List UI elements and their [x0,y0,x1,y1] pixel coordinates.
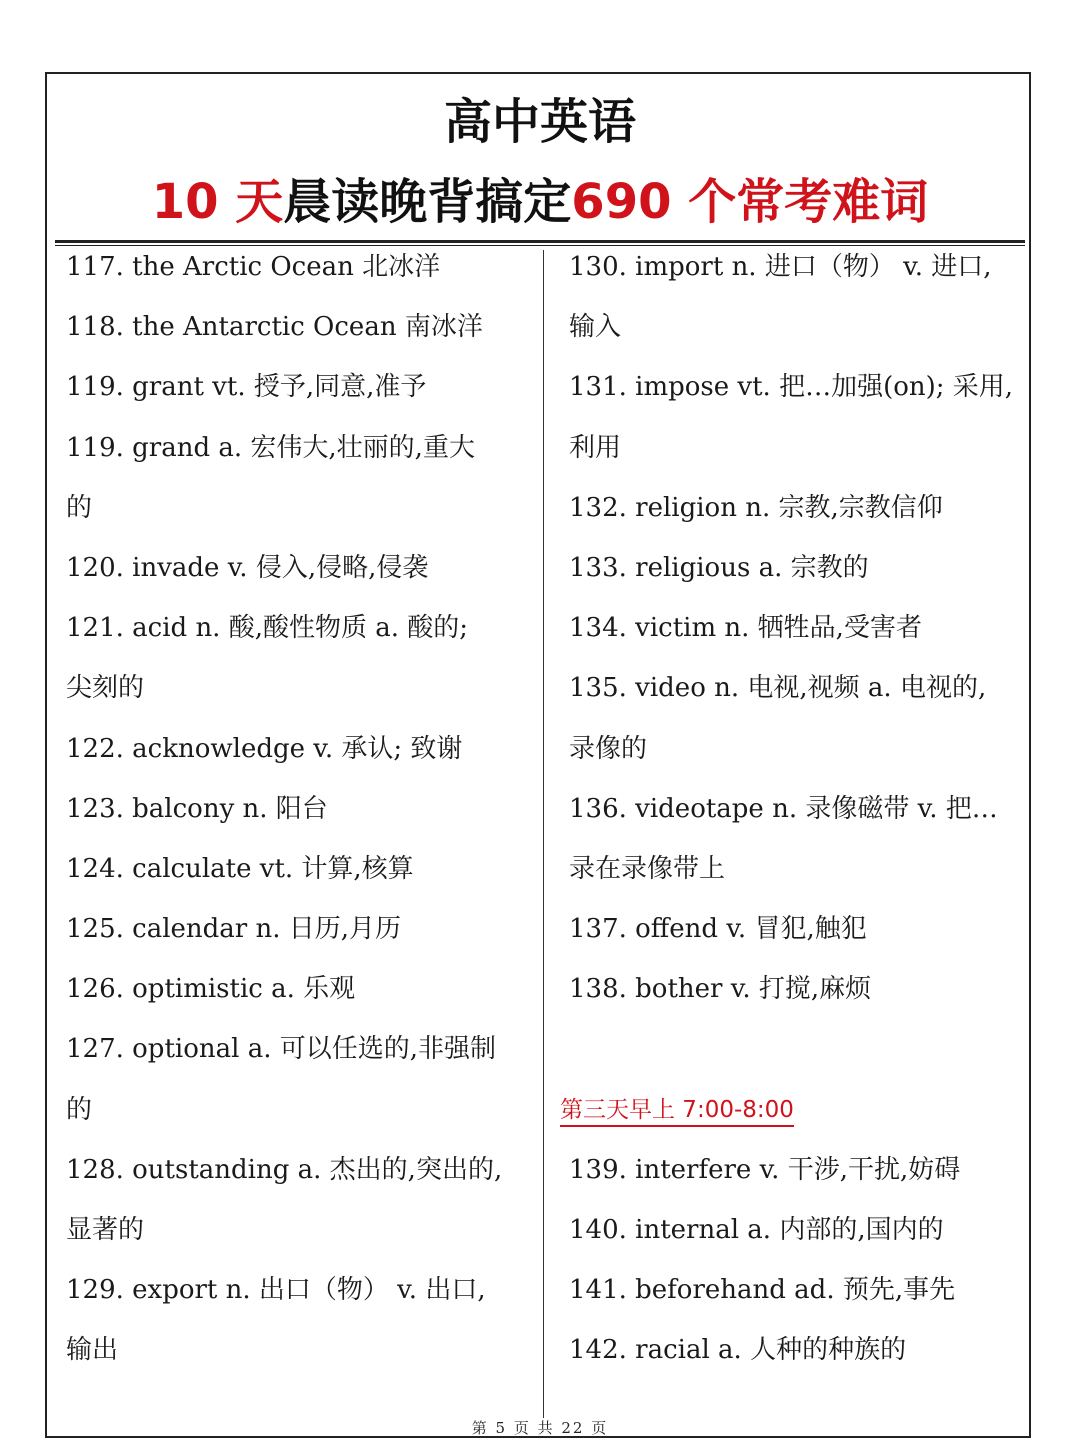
vocab-line: 125. calendar n. 日历,月历 [66,914,402,945]
vocab-line: 118. the Antarctic Ocean 南冰洋 [66,312,483,343]
vocab-line: 输出 [66,1335,119,1366]
column-divider [543,250,544,1418]
vocab-line: 139. interfere v. 干涉,干扰,妨碍 [569,1154,961,1185]
vocab-line: 141. beforehand ad. 预先,事先 [569,1275,956,1306]
vocab-line: 122. acknowledge v. 承认; 致谢 [66,733,463,764]
section-heading [560,1080,1031,1140]
vocab-line: 的 [66,492,93,523]
subtitle-count: 690 个常考难词 [571,174,929,230]
vocab-line: 124. calculate vt. 计算,核算 [66,853,414,884]
vocab-line: 利用 [569,432,622,463]
vocab-line: 录像的 [569,733,648,764]
vocab-line: 显著的 [66,1215,145,1245]
vocab-line: 120. invade v. 侵入,侵略,侵袭 [66,552,429,583]
vocab-line: 117. the Arctic Ocean 北冰洋 [66,252,441,282]
vocab-line: 119. grant vt. 授予,同意,准予 [66,372,427,403]
vocab-line: 119. grand a. 宏伟大,壮丽的,重大 [66,432,475,463]
vocab-line: 130. import n. 进口（物） v. 进口, [569,252,992,282]
vocab-line: 输入 [569,312,622,343]
vocab-line: 录在录像带上 [569,853,726,884]
vocab-line: 133. religious a. 宗教的 [569,552,869,583]
spacer [569,1019,1031,1079]
vocab-line: 128. outstanding a. 杰出的,突出的, [66,1154,503,1185]
vocab-line: 136. videotape n. 录像磁带 v. 把… [569,793,998,824]
vocab-line: 129. export n. 出口（物） v. 出口, [66,1275,486,1306]
vocab-line: 126. optimistic a. 乐观 [66,974,356,1005]
vocab-line: 134. victim n. 牺牲品,受害者 [569,613,922,644]
vocab-line: 140. internal a. 内部的,国内的 [569,1215,944,1245]
vocab-line: 142. racial a. 人种的种族的 [569,1335,907,1366]
vocab-line: 尖刻的 [66,673,145,704]
right-column [560,237,1031,1381]
vocab-line: 135. video n. 电视,视频 a. 电视的, [569,673,987,704]
page-footer: 第 5 页 共 22 页 [471,1419,609,1437]
vocab-line: 138. bother v. 打搅,麻烦 [569,974,872,1005]
vocab-line: 123. balcony n. 阳台 [66,793,328,824]
vocab-line: 121. acid n. 酸,酸性物质 a. 酸的; [66,613,469,644]
page-title: 高中英语 [443,94,636,150]
subtitle-method: 晨读晚背搞定 [283,174,572,230]
left-column [66,237,536,1381]
vocab-line: 的 [66,1094,93,1125]
section-heading-text: 第三天早上 7:00-8:00 [560,1097,794,1127]
subtitle-days: 10 天 [151,174,284,230]
vocab-line: 127. optional a. 可以任选的,非强制 [66,1034,496,1065]
page-subtitle [0,170,1080,234]
vocab-line: 131. impose vt. 把…加强(on); 采用, [569,372,1014,403]
vocab-line: 132. religion n. 宗教,宗教信仰 [569,492,943,523]
vocab-line: 137. offend v. 冒犯,触犯 [569,914,867,945]
